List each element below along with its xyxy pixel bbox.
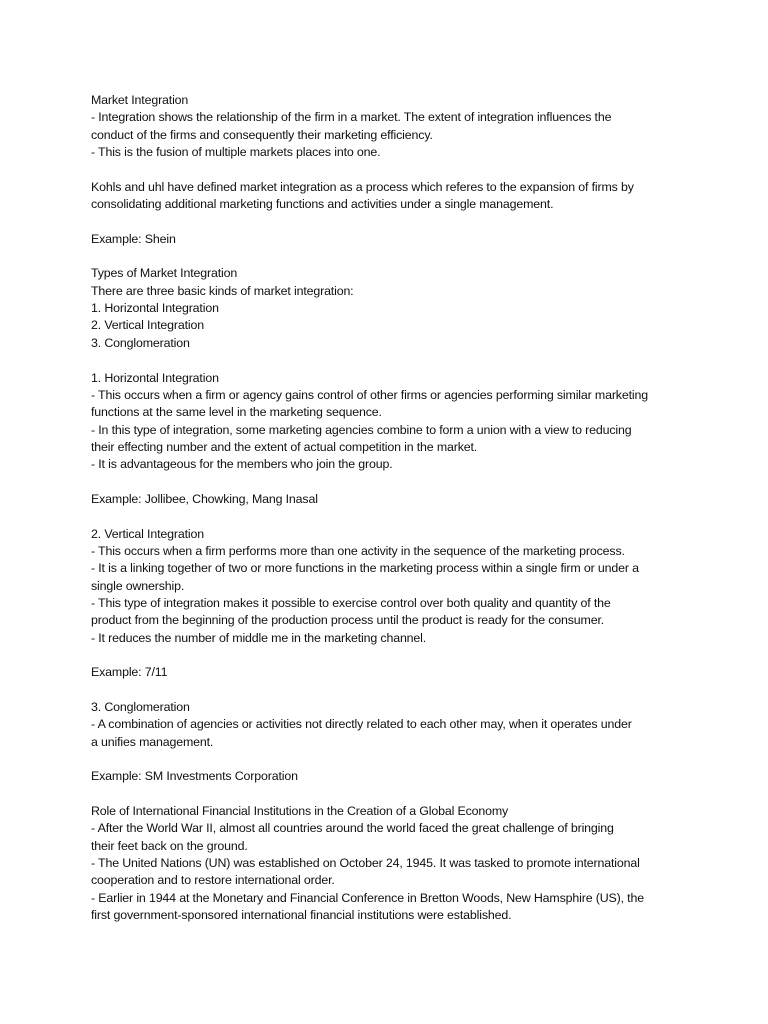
text-line: Market Integration <box>91 93 189 107</box>
text-line: There are three basic kinds of market integration: <box>91 283 354 298</box>
text-line: Example: SM Investments Corporation <box>91 769 298 784</box>
text-line: - This type of integration makes it possible to exercise control over both quality and quantity of the <box>91 595 611 610</box>
text-line: - This occurs when a firm or agency gains control of other firms or agencies performing similar marketing <box>91 387 648 402</box>
text-line: Example: 7/11 <box>91 665 168 680</box>
blank-line <box>91 682 691 699</box>
blank-line <box>91 474 691 491</box>
text-line: - Earlier in 1944 at the Monetary and Financial Conference in Bretton Woods, New Hamsphire (US), the <box>91 890 644 905</box>
text-line: a unifies management. <box>91 734 214 749</box>
text-line: functions at the same level in the marketing sequence. <box>91 405 382 420</box>
text-line: Example: Shein <box>91 231 176 246</box>
text-line: - The United Nations (UN) was established on October 24, 1945. It was tasked to promote international <box>91 856 640 871</box>
text-line: - This occurs when a firm performs more than one activity in the sequence of the marketing process. <box>91 543 625 558</box>
text-line: Example: Jollibee, Chowking, Mang Inasal <box>91 491 318 506</box>
blank-line <box>91 751 691 768</box>
text-line: 3. Conglomeration <box>91 700 190 715</box>
text-line: consolidating additional marketing functions and activities under a single management. <box>91 197 554 212</box>
text-line: 1. Horizontal Integration <box>91 370 219 385</box>
text-line: - This is the fusion of multiple markets places into one. <box>91 145 381 160</box>
text-line: 1. Horizontal Integration <box>91 301 219 316</box>
blank-line <box>91 786 691 803</box>
text-line: - Integration shows the relationship of the firm in a market. The extent of integration influences the <box>91 110 612 125</box>
text-line: Role of International Financial Institutions in the Creation of a Global Economy <box>91 804 509 819</box>
text-line: - It reduces the number of middle me in the marketing channel. <box>91 630 427 645</box>
text-line: first government-sponsored international financial institutions were established. <box>91 908 512 923</box>
blank-line <box>91 352 691 369</box>
blank-line <box>91 213 691 230</box>
text-line: Types of Market Integration <box>91 266 238 281</box>
text-line: 2. Vertical Integration <box>91 526 204 541</box>
text-line: - After the World War II, almost all countries around the world faced the great challenge of bringing <box>91 821 614 836</box>
text-line: their effecting number and the extent of actual competition in the market. <box>91 439 478 454</box>
text-line: - In this type of integration, some marketing agencies combine to form a union with a view to reducing <box>91 422 632 437</box>
text-line: cooperation and to restore international order. <box>91 873 335 888</box>
blank-line <box>91 508 691 525</box>
text-line: - It is advantageous for the members who join the group. <box>91 457 393 472</box>
blank-line <box>91 161 691 178</box>
blank-line <box>91 248 691 265</box>
text-line: their feet back on the ground. <box>91 838 248 853</box>
text-line: product from the beginning of the production process until the product is ready for the consumer. <box>91 613 605 628</box>
blank-line <box>91 647 691 664</box>
text-line: conduct of the firms and consequently their marketing efficiency. <box>91 127 433 142</box>
text-line: Kohls and uhl have defined market integration as a process which referes to the expansion of firms by <box>91 179 634 194</box>
document-page <box>91 92 691 925</box>
text-line: 3. Conglomeration <box>91 335 190 350</box>
text-line: single ownership. <box>91 578 185 593</box>
text-line: - It is a linking together of two or more functions in the marketing process within a single firm or under a <box>91 561 639 576</box>
text-line: 2. Vertical Integration <box>91 318 204 333</box>
text-line: - A combination of agencies or activities not directly related to each other may, when it operates under <box>91 717 632 732</box>
